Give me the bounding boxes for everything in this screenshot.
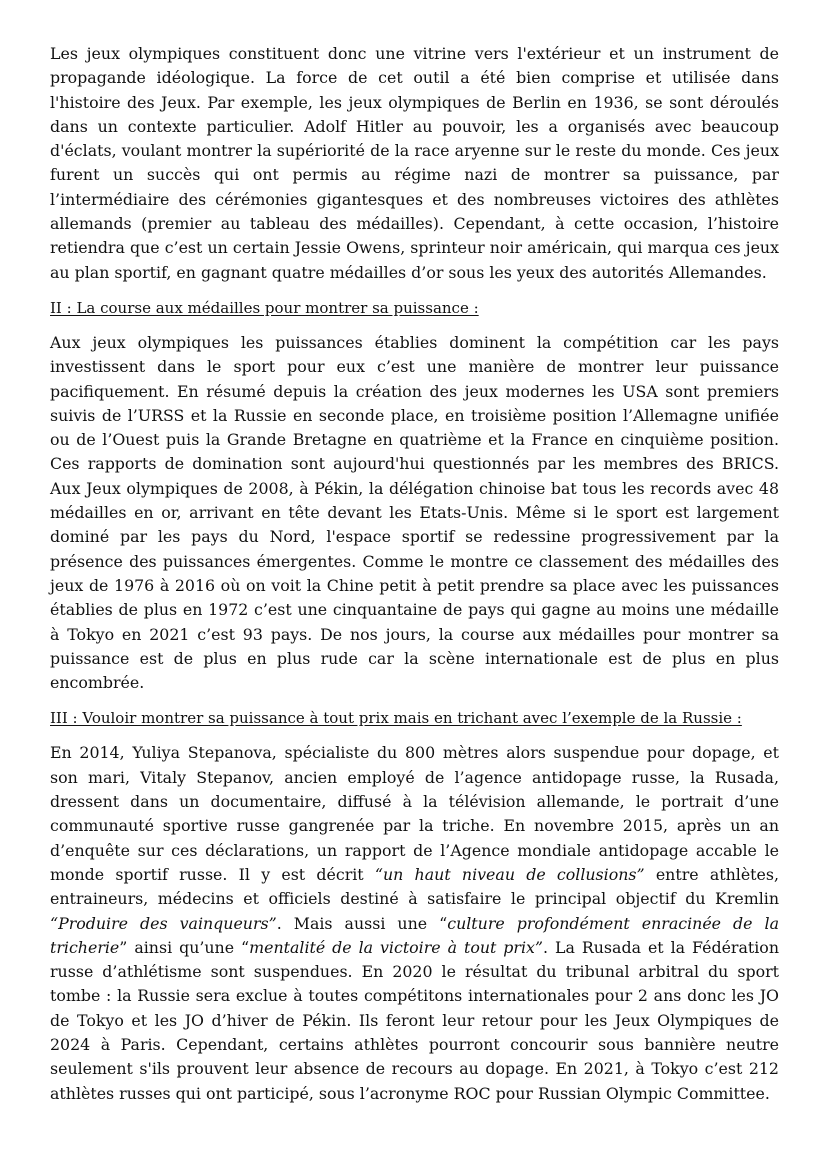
- text-segment: ” ainsi qu’une “: [119, 937, 250, 957]
- paragraph-medal-race: Aux jeux olympiques les puissances établies dominent la compétition car les pays investissent dans le sport pour eux c’est une manière de montrer leur puissance pacifiquement. En résumé depuis la création des jeux modernes les USA sont premiers suivis de l’URSS et la Russie en seconde place, en troisième position l’Allemagne unifiée ou de l’Ouest puis la Grande Bretagne en quatrième et la France en cinquième position. Ces rapports de domination sont aujourd'hui questionnés par les membres des BRICS. Aux Jeux olympiques de 2008, à Pékin, la délégation chinoise bat tous les records avec 48 médailles en or, arrivant en tête devant les Etats-Unis. Même si le sport est largement dominé par les pays du Nord, l'espace sportif se redessine progressivement par la présence des puissances émergentes. Comme le montre ce classement des médailles des jeux de 1976 à 2016 où on voit la Chine petit à petit prendre sa place avec les puissances établies de plus en 1972 c’est une cinquantaine de pays qui gagne au moins une médaille à Tokyo en 2021 c’est 93 pays. De nos jours, la course aux médailles pour montrer sa puissance est de plus en plus rude car la scène internationale est de plus en plus encombrée.: [50, 332, 779, 693]
- section-heading-2: II : La course aux médailles pour montrer sa puissance :: [50, 298, 479, 317]
- text-segment: . Mais aussi une “: [276, 913, 448, 933]
- text-segment: . La Rusada et la Fédération russe d’athlétisme sont suspendues. En 2020 le résultat du tribunal arbitral du sport tombe : la Russie sera exclue à toutes compétitons internationales pour 2 ans donc les JO de Tokyo et les JO d’hiver de Pékin. Ils feront leur retour pour les Jeux Olympiques de 2024 à Paris. Cependant, certains athlètes pourront concourir sous bannière neutre seulement s'ils prouvent leur absence de recours au dopage. En 2021, à Tokyo c’est 212 athlètes russes qui ont participé, sous l’acronyme ROC pour Russian Olympic Committee.: [50, 937, 779, 1103]
- document-page: [50, 42, 779, 1106]
- text-segment: En 2014, Yuliya Stepanova, spécialiste du 800 mètres alors suspendue pour dopage, et son mari, Vitaly Stepanov, ancien employé de l’agence antidopage russe, la Rusada, dressent dans un documentaire, diffusé à la télévision allemande, le portrait d’une communauté sportive russe gangrenée par la triche. En novembre 2015, après un an d’enquête sur ces déclarations, un rapport de l’Agence mondiale antidopage accable le monde sportif russe. Il y est décrit: [50, 743, 779, 884]
- quote-collusions: “un haut niveau de collusions”: [374, 864, 645, 884]
- paragraph-berlin-1936: Les jeux olympiques constituent donc une vitrine vers l'extérieur et un instrument de propagande idéologique. La force de cet outil a été bien comprise et utilisée dans l'histoire des Jeux. Par exemple, les jeux olympiques de Berlin en 1936, se sont déroulés dans un contexte particulier. Adolf Hitler au pouvoir, les a organisés avec beaucoup d'éclats, voulant montrer la supériorité de la race aryenne sur le reste du monde. Ces jeux furent un succès qui ont permis au régime nazi de montrer sa puissance, par l’intermédiaire des cérémonies gigantesques et des nombreuses victoires des athlètes allemands (premier au tableau des médailles). Cependant, à cette occasion, l’histoire retiendra que c’est un certain Jessie Owens, sprinteur noir américain, qui marqua ces jeux au plan sportif, en gagnant quatre médailles d’or sous les yeux des autorités Allemandes.: [50, 44, 779, 282]
- quote-culture-tricherie: culture profondément enracinée de la tricherie: [50, 913, 779, 957]
- quote-vainqueurs: “Produire des vainqueurs”: [50, 913, 277, 933]
- text-segment: entre athlètes, entraineurs, médecins et officiels destiné à satisfaire le principal objectif du Kremlin: [50, 864, 780, 909]
- paragraph-russia-doping: [50, 741, 779, 1105]
- section-heading-3: III : Vouloir montrer sa puissance à tout prix mais en trichant avec l’exemple de la Russie :: [50, 709, 742, 728]
- quote-mentalite-victoire: mentalité de la victoire à tout prix”: [249, 937, 544, 957]
